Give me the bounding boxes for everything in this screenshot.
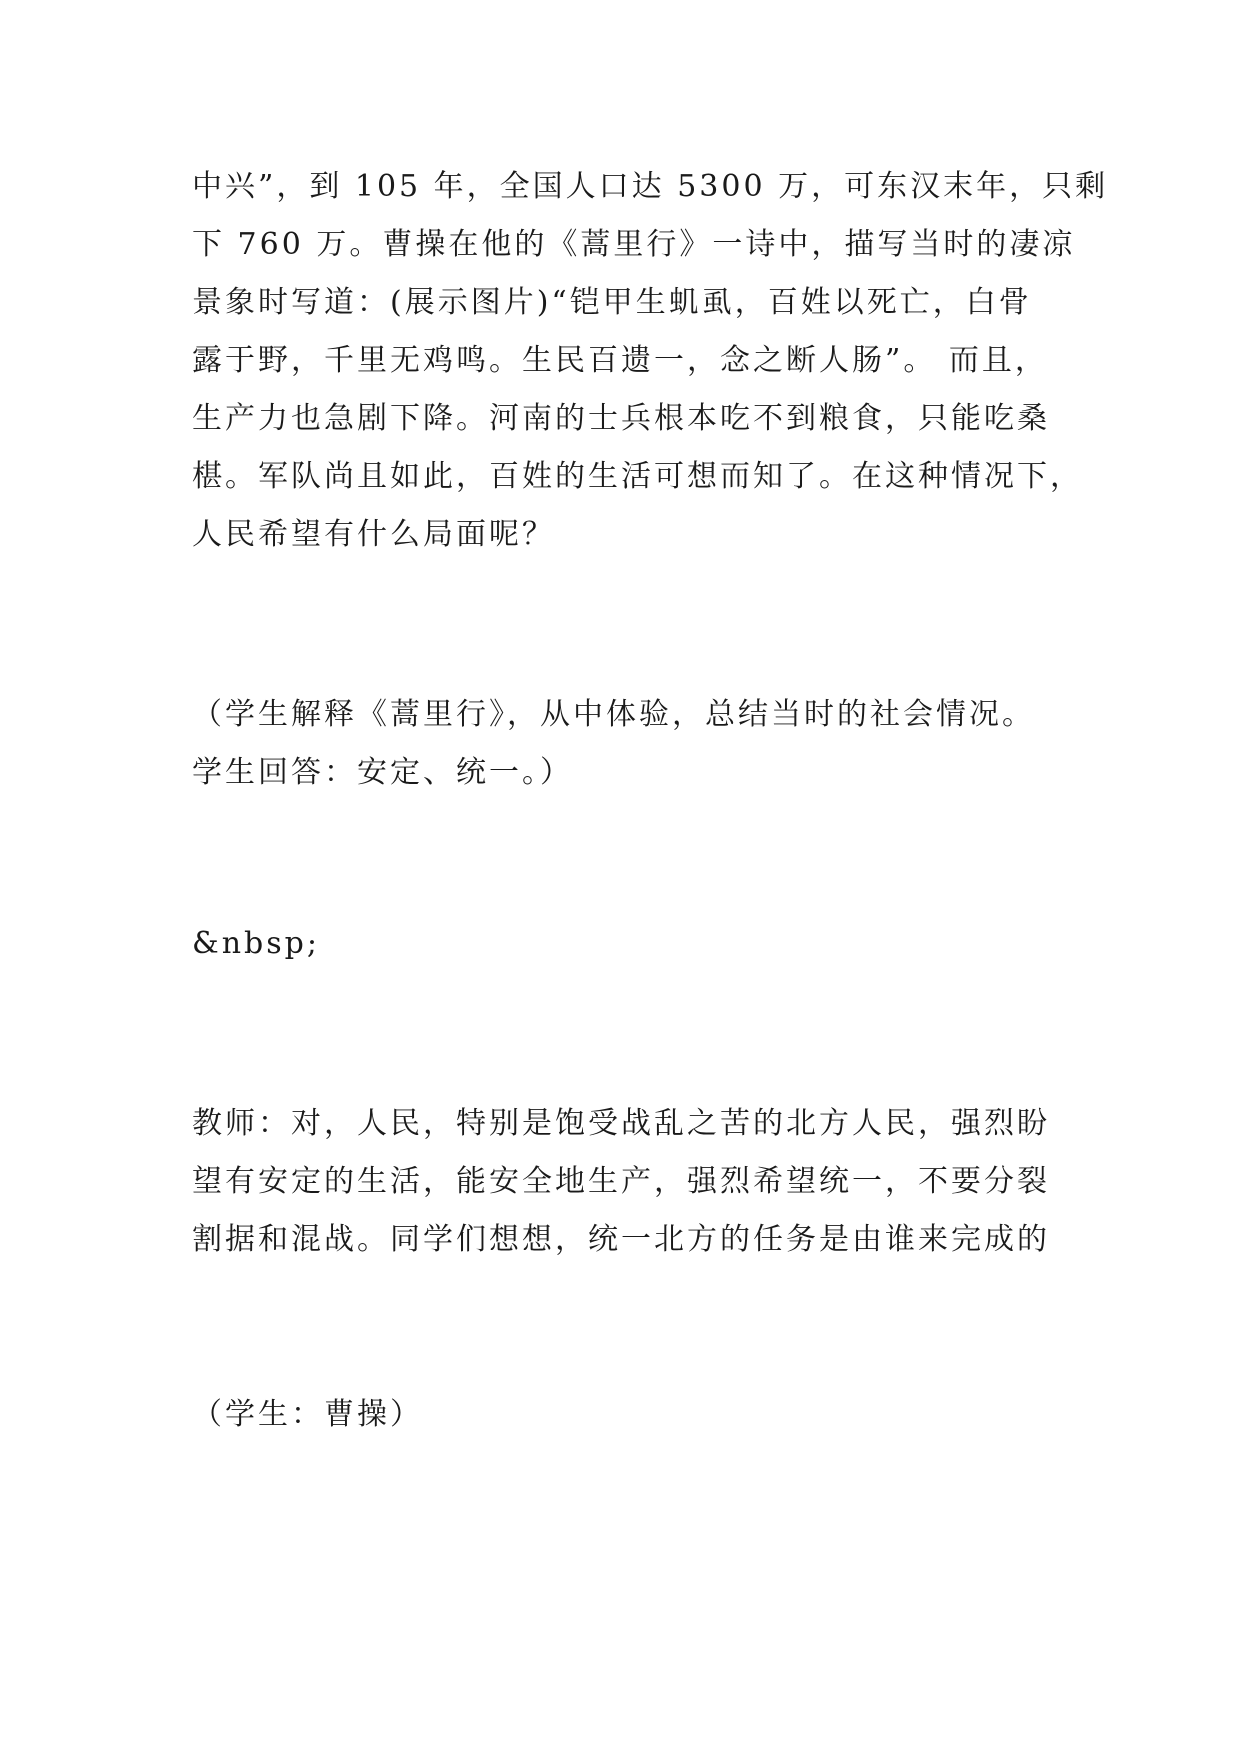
paragraph-population-decline <box>192 158 1109 564</box>
paragraph-student-explanation <box>192 686 1062 802</box>
text-line: 露于野，千里无鸡鸣。生民百遗一，念之断人肠”。 而且， <box>192 343 1048 378</box>
paragraph-nbsp <box>192 915 1062 973</box>
text-line: 中兴”，到 105 年，全国人口达 5300 万，可东汉末年，只剩 <box>192 169 1109 204</box>
text-line: 人民希望有什么局面呢？ <box>192 517 555 552</box>
text-line: 学生回答：安定、统一。） <box>192 755 573 790</box>
text-line: 望有安定的生活，能安全地生产，强烈希望统一，不要分裂 <box>192 1164 1050 1199</box>
text-line: 下 760 万。曹操在他的《蒿里行》一诗中，描写当时的凄凉 <box>192 227 1076 262</box>
text-line: 椹。军队尚且如此，百姓的生活可想而知了。在这种情况下， <box>192 459 1083 494</box>
text-line: 生产力也急剧下降。河南的士兵根本吃不到粮食，只能吃桑 <box>192 401 1050 436</box>
text-line: 割据和混战。同学们想想，统一北方的任务是由谁来完成的 <box>192 1222 1050 1257</box>
paragraph-teacher-question <box>192 1095 1062 1269</box>
text-line: （学生解释《蒿里行》，从中体验，总结当时的社会情况。 <box>192 697 1035 732</box>
text-line: （学生：曹操） <box>192 1397 423 1432</box>
text-line: &nbsp; <box>192 926 320 961</box>
paragraph-student-answer <box>192 1386 1062 1444</box>
text-line: 教师：对，人民，特别是饱受战乱之苦的北方人民，强烈盼 <box>192 1106 1050 1141</box>
text-line: 景象时写道：(展示图片)“铠甲生虮虱，百姓以死亡，白骨 <box>192 285 1032 320</box>
